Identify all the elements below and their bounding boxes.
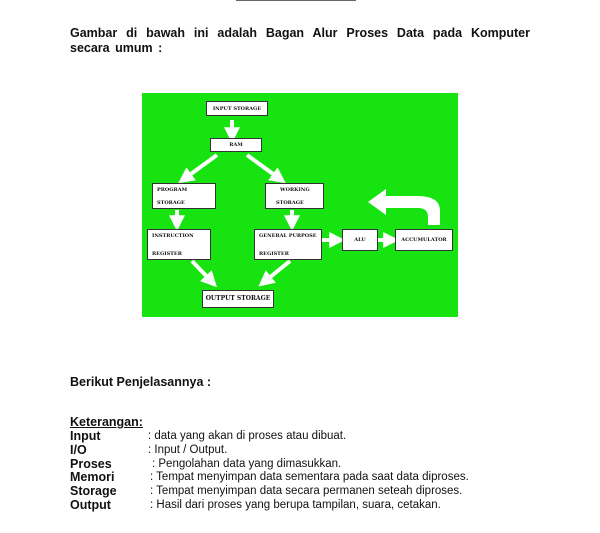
general-purpose-register-box [254,229,322,260]
definition-list [70,429,550,512]
data-flow-diagram [142,93,458,317]
arrow-ram-to-working [247,155,280,179]
output-storage-label: OUTPUT STORAGE [205,295,271,302]
working-storage-label-1: WORKING [280,187,310,193]
general-purpose-register-label-1: GENERAL PURPOSE [259,233,317,239]
definition-row-memori [70,470,550,484]
definition-desc: : Tempat menyimpan data secara permanen seteah diproses. [150,485,463,498]
output-storage-box [202,290,274,308]
definition-row-io [70,443,550,457]
definition-row-input [70,429,550,443]
definition-term: Storage [70,484,117,499]
definition-desc: : Hasil dari proses yang berupa tampilan, suara, cetakan. [150,498,441,511]
ram-box [210,138,262,152]
alu-box [342,229,378,251]
definition-term: Input [70,429,101,443]
arrow-ram-to-program [184,155,217,179]
arrow-instruction-to-output [192,261,212,282]
definition-desc: : Input / Output. [148,443,228,456]
definition-term: Proses [70,456,112,471]
definition-term: Output [70,497,111,512]
ram-label: RAM [229,142,243,148]
definition-desc: : data yang akan di proses atau dibuat. [148,430,347,442]
instruction-register-box [147,229,211,260]
working-storage-box [265,183,324,209]
instruction-register-label-2: REGISTER [152,251,182,257]
intro-paragraph: Gambar di bawah ini adalah Bagan Alur Proses Data pada Komputer secara umum : [70,26,530,55]
input-storage-label: INPUT STORAGE [212,105,262,112]
section-heading: Berikut Penjelasannya : [70,375,212,389]
general-purpose-register-label-2: REGISTER [259,251,289,257]
definition-row-storage [70,484,550,498]
arrow-accumulator-feedback [368,189,440,225]
definition-row-proses [70,457,550,471]
definition-desc: : Tempat menyimpan data sementara pada saat data diproses. [150,471,469,484]
definition-term: Memori [70,470,115,485]
alu-label: ALU [354,237,366,243]
accumulator-label: ACCUMULATOR [401,237,447,243]
definition-term: I/O [70,442,87,457]
input-storage-box [206,101,268,116]
instruction-register-label-1: INSTRUCTION [152,233,194,239]
page-top-rule [236,0,356,5]
accumulator-box [395,229,453,251]
working-storage-label-2: STORAGE [276,200,304,206]
keterangan-title: Keterangan: [70,415,143,429]
definition-desc: : Pengolahan data yang dimasukkan. [152,457,342,470]
program-storage-box [152,183,216,209]
program-storage-label-1: PROGRAM [157,187,188,193]
definition-row-output [70,498,550,512]
program-storage-label-2: STORAGE [157,200,185,206]
arrow-general-to-output [264,261,290,282]
